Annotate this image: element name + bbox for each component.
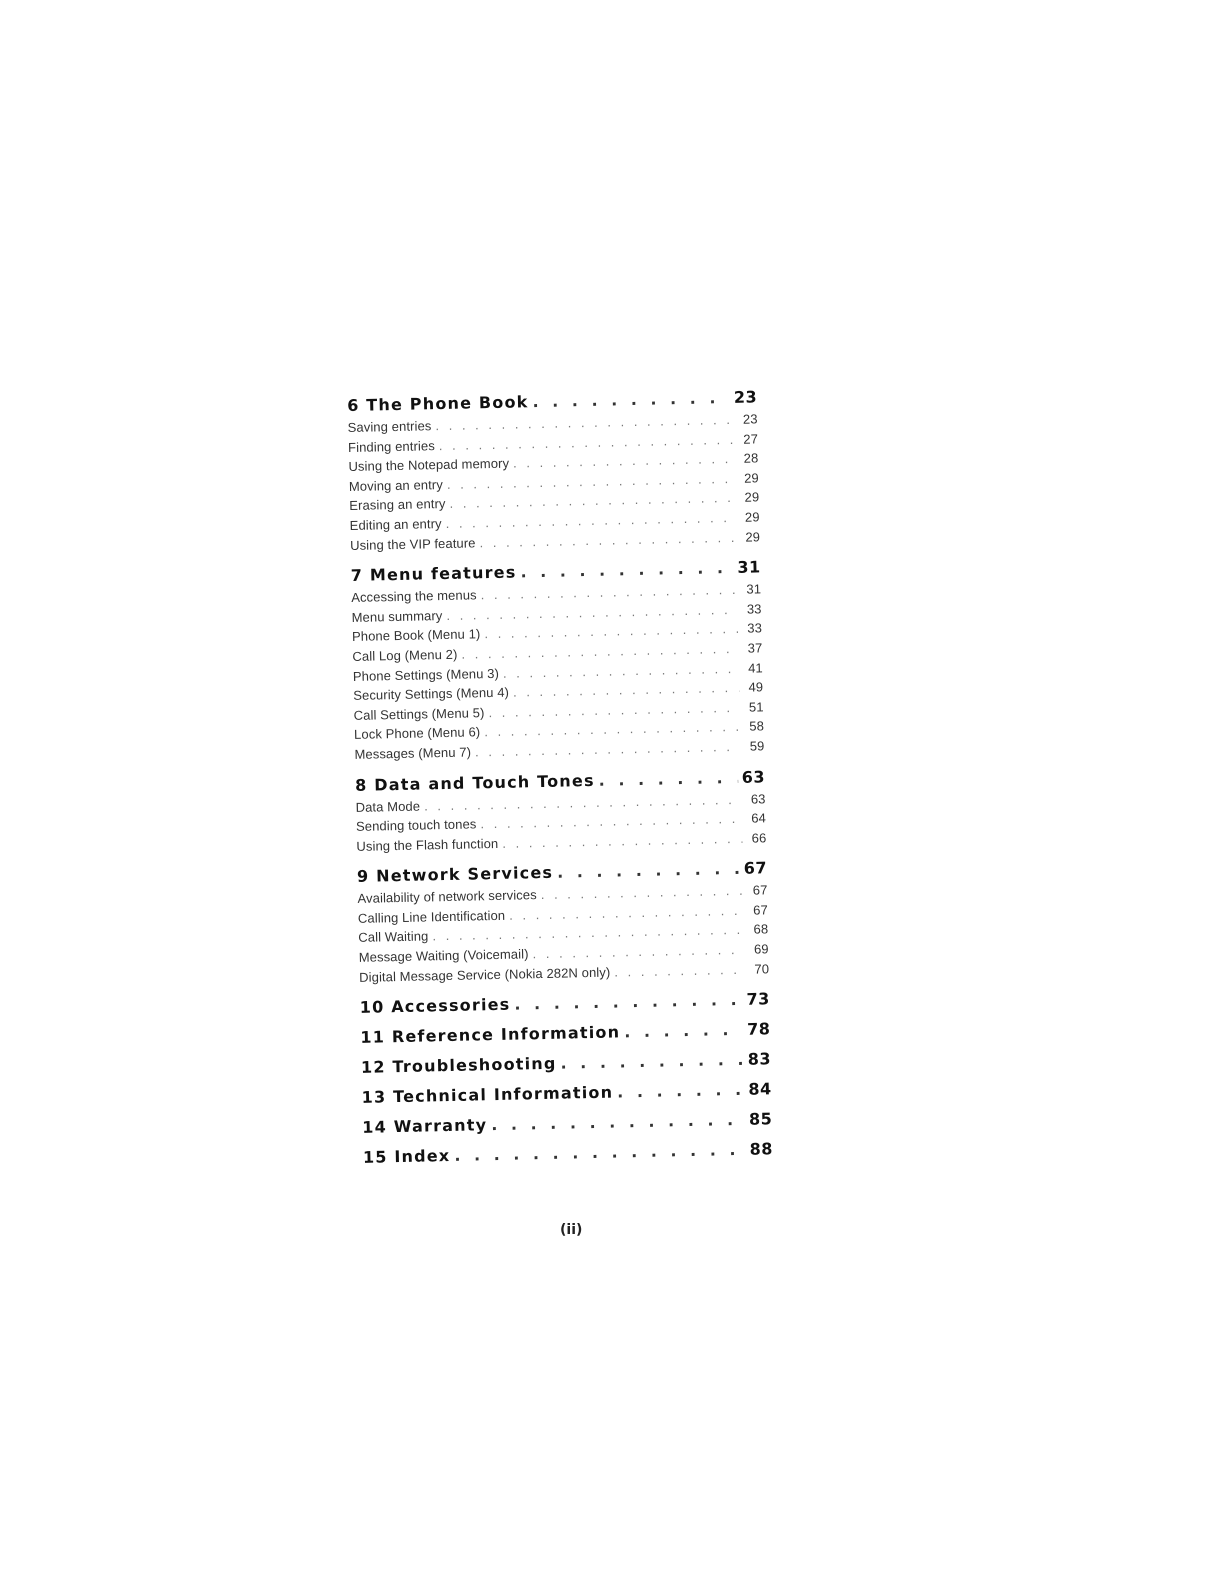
chapter-page-number: 67	[743, 858, 768, 879]
entry-title: Call Log (Menu 2)	[352, 646, 458, 664]
entry-title: Calling Line Identification	[357, 907, 506, 926]
dot-leader	[617, 1080, 745, 1102]
chapter-title: 12 Troubleshooting	[360, 1054, 557, 1078]
entry-page-number: 67	[753, 902, 769, 918]
entry-page-number: 33	[747, 620, 763, 637]
chapter-title: 13 Technical Information	[361, 1082, 614, 1108]
dot-leader	[560, 1050, 744, 1073]
entry-title: Messages (Menu 7)	[354, 744, 472, 762]
entry-page-number: 70	[754, 960, 770, 977]
entry-page-number: 58	[749, 718, 765, 734]
dot-leader	[532, 388, 730, 411]
chapter-title: 7 Menu features	[350, 562, 517, 586]
toc-section-phone-book	[347, 387, 760, 557]
chapter-page-number: 31	[737, 557, 761, 578]
entry-page-number: 69	[753, 941, 769, 957]
entry-title: Data Mode	[355, 798, 421, 815]
entry-page-number: 64	[751, 810, 767, 826]
dot-leader	[541, 883, 744, 902]
entry-title: Phone Settings (Menu 3)	[352, 665, 500, 684]
chapter-title: 11 Reference Information	[360, 1022, 621, 1048]
dot-leader	[614, 961, 745, 979]
entry-page-number: 23	[742, 411, 758, 427]
chapter-page-number: 63	[741, 766, 766, 787]
entry-page-number: 28	[743, 450, 759, 466]
chapter-page-number: 88	[749, 1139, 774, 1159]
entry-page-number: 29	[744, 509, 760, 525]
entry-title: Using the VIP feature	[349, 534, 476, 553]
entry-title: Digital Message Service (Nokia 282N only)	[359, 964, 611, 985]
page-folio: (ii)	[560, 1222, 583, 1238]
entry-page-number: 41	[747, 659, 763, 676]
dot-leader	[520, 558, 733, 581]
entry-title: Menu summary	[351, 607, 443, 625]
chapter-title: 9 Network Services	[356, 863, 554, 887]
toc-section-network-services	[357, 859, 769, 990]
entry-title: Editing an entry	[349, 516, 442, 533]
entry-page-number: 27	[743, 430, 759, 447]
chapter-title: 14 Warranty	[362, 1115, 488, 1138]
entry-page-number: 31	[746, 581, 762, 597]
entry-title: Using the Flash function	[356, 835, 499, 854]
toc-section-data-touch-tones	[355, 767, 767, 858]
entry-page-number: 29	[743, 470, 759, 486]
chapter-title: 8 Data and Touch Tones	[354, 770, 595, 795]
entry-title: Availability of network services	[357, 887, 537, 907]
chapter-page-number: 85	[748, 1109, 773, 1129]
chapter-heading	[360, 990, 770, 1023]
entry-title: Call Settings (Menu 5)	[353, 704, 485, 723]
entry-title: Phone Book (Menu 1)	[351, 626, 481, 645]
chapter-title: 6 The Phone Book	[347, 392, 529, 415]
entry-page-number: 49	[748, 679, 764, 695]
entry-title: Call Waiting	[358, 928, 429, 946]
dot-leader	[513, 451, 735, 471]
entry-title: Lock Phone (Menu 6)	[353, 724, 481, 743]
toc-section-menu-features	[351, 558, 765, 767]
dot-leader	[598, 767, 738, 789]
entry-title: Accessing the menus	[351, 587, 477, 606]
entry-page-number: 29	[745, 528, 761, 545]
entry-page-number: 59	[749, 738, 765, 754]
entry-title: Using the Notepad memory	[348, 455, 510, 475]
chapter-page-number: 84	[748, 1079, 772, 1099]
entry-page-number: 29	[744, 489, 760, 506]
dot-leader	[514, 990, 742, 1014]
entry-title: Security Settings (Menu 4)	[353, 684, 510, 704]
chapter-page-number: 78	[746, 1019, 771, 1040]
dot-leader	[557, 859, 740, 882]
dot-leader	[491, 1110, 745, 1134]
dot-leader	[624, 1020, 743, 1041]
entry-title: Saving entries	[347, 418, 432, 435]
entry-page-number: 67	[752, 882, 768, 898]
chapter-page-number: 83	[747, 1049, 772, 1070]
entry-title: Message Waiting (Voicemail)	[358, 946, 529, 965]
entry-title: Sending touch tones	[355, 816, 477, 834]
entry-page-number: 68	[753, 921, 769, 938]
chapter-page-number: 23	[733, 387, 758, 407]
entry-title: Moving an entry	[348, 476, 444, 494]
entry-page-number: 63	[750, 790, 766, 807]
entry-page-number: 66	[751, 830, 767, 846]
dot-leader	[532, 942, 744, 961]
table-of-contents	[347, 387, 773, 1178]
chapter-title: 10 Accessories	[359, 994, 511, 1018]
entry-title: Erasing an entry	[349, 496, 446, 514]
entry-page-number: 33	[746, 601, 762, 617]
chapter-title: 15 Index	[362, 1146, 451, 1168]
entry-page-number: 51	[748, 699, 764, 715]
entry-title: Finding entries	[347, 437, 435, 455]
entry-page-number: 37	[747, 640, 763, 656]
chapter-page-number: 73	[746, 989, 770, 1010]
